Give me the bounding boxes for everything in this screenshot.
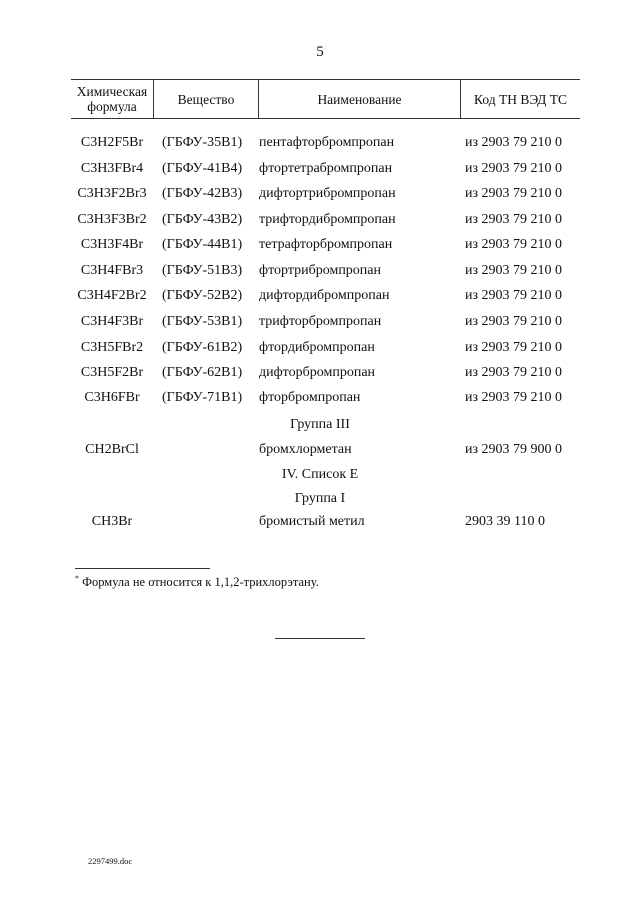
code-cell: из 2903 79 210 0 (465, 314, 563, 329)
table-row (0, 184, 640, 204)
table-header (71, 79, 580, 119)
formula-cell: C3H2F5Br (80, 135, 144, 150)
formula-cell: C3H5FBr2 (80, 340, 144, 355)
substance-cell: (ГБФУ-35В1) (162, 135, 243, 150)
substance-cell: (ГБФУ-44В1) (162, 237, 243, 252)
table-row (0, 159, 640, 179)
substance-cell: (ГБФУ-71В1) (162, 390, 243, 405)
name-cell: бромхлорметан (259, 442, 352, 457)
footnote-rule (75, 568, 210, 569)
substance-cell: (ГБФУ-43В2) (162, 212, 243, 227)
formula-cell: C3H3F3Br2 (77, 212, 147, 227)
name-cell: тетрафторбромпропан (259, 237, 393, 252)
table-row (0, 440, 640, 460)
name-cell: фторбромпропан (259, 390, 361, 405)
name-cell: фтордибромпропан (259, 340, 375, 355)
formula-cell: C3H3F2Br3 (77, 186, 147, 201)
list-heading: IV. Список Е (281, 467, 359, 482)
name-cell: фтортрибромпропан (259, 263, 382, 278)
table-row (0, 261, 640, 281)
code-cell: 2903 39 110 0 (465, 514, 545, 529)
footnote-text: Формула не относится к 1,1,2-трихлорэтану. (82, 575, 319, 590)
formula-cell: C3H3FBr4 (80, 161, 144, 176)
name-cell: дифтордибромпропан (259, 288, 390, 303)
document-id: 2297499.doc (88, 856, 133, 866)
table-row (0, 133, 640, 153)
group-heading: Группа I (294, 491, 346, 506)
name-cell: трифторбромпропан (259, 314, 382, 329)
formula-cell: C3H3F4Br (80, 237, 144, 252)
substance-cell: (ГБФУ-53В1) (162, 314, 243, 329)
formula-cell: C3H5F2Br (80, 365, 144, 380)
header-substance: Вещество (177, 91, 235, 107)
substance-cell: (ГБФУ-61В2) (162, 340, 243, 355)
code-cell: из 2903 79 210 0 (465, 161, 563, 176)
code-cell: из 2903 79 210 0 (465, 288, 563, 303)
code-cell: из 2903 79 210 0 (465, 212, 563, 227)
formula-cell: C3H6FBr (84, 390, 140, 405)
name-cell: бромистый метил (259, 514, 365, 529)
page-number: 5 (316, 44, 324, 60)
name-cell: дифтортрибромпропан (259, 186, 396, 201)
header-formula: Химическая формула (76, 84, 148, 114)
code-cell: из 2903 79 210 0 (465, 186, 563, 201)
name-cell: трифтордибромпропан (259, 212, 396, 227)
footnote-mark: * (75, 574, 79, 583)
code-cell: из 2903 79 210 0 (465, 340, 563, 355)
table-row (0, 286, 640, 306)
end-rule (275, 638, 365, 639)
table-row (0, 210, 640, 230)
name-cell: дифторбромпропан (259, 365, 376, 380)
substance-cell: (ГБФУ-51В3) (162, 263, 243, 278)
formula-cell: CH2BrCl (85, 442, 139, 457)
table-row (0, 512, 640, 532)
code-cell: из 2903 79 210 0 (465, 263, 563, 278)
formula-cell: CH3Br (91, 514, 133, 529)
substance-cell: (ГБФУ-42В3) (162, 186, 243, 201)
substance-cell: (ГБФУ-41В4) (162, 161, 243, 176)
footnote (75, 571, 319, 590)
table-row (0, 388, 640, 408)
table-row (0, 338, 640, 358)
code-cell: из 2903 79 210 0 (465, 237, 563, 252)
substance-cell: (ГБФУ-52В2) (162, 288, 243, 303)
group-heading: Группа III (290, 417, 350, 432)
code-cell: из 2903 79 900 0 (465, 442, 563, 457)
name-cell: пентафторбромпропан (259, 135, 395, 150)
formula-cell: C3H4F2Br2 (77, 288, 147, 303)
table-row (0, 363, 640, 383)
substance-cell: (ГБФУ-62В1) (162, 365, 243, 380)
code-cell: из 2903 79 210 0 (465, 390, 563, 405)
formula-cell: C3H4F3Br (80, 314, 144, 329)
table-row (0, 235, 640, 255)
header-name: Наименование (317, 91, 402, 107)
table-row (0, 312, 640, 332)
header-code: Код ТН ВЭД ТС (474, 91, 567, 107)
formula-cell: C3H4FBr3 (80, 263, 144, 278)
code-cell: из 2903 79 210 0 (465, 365, 563, 380)
code-cell: из 2903 79 210 0 (465, 135, 563, 150)
name-cell: фтортетрабромпропан (259, 161, 393, 176)
